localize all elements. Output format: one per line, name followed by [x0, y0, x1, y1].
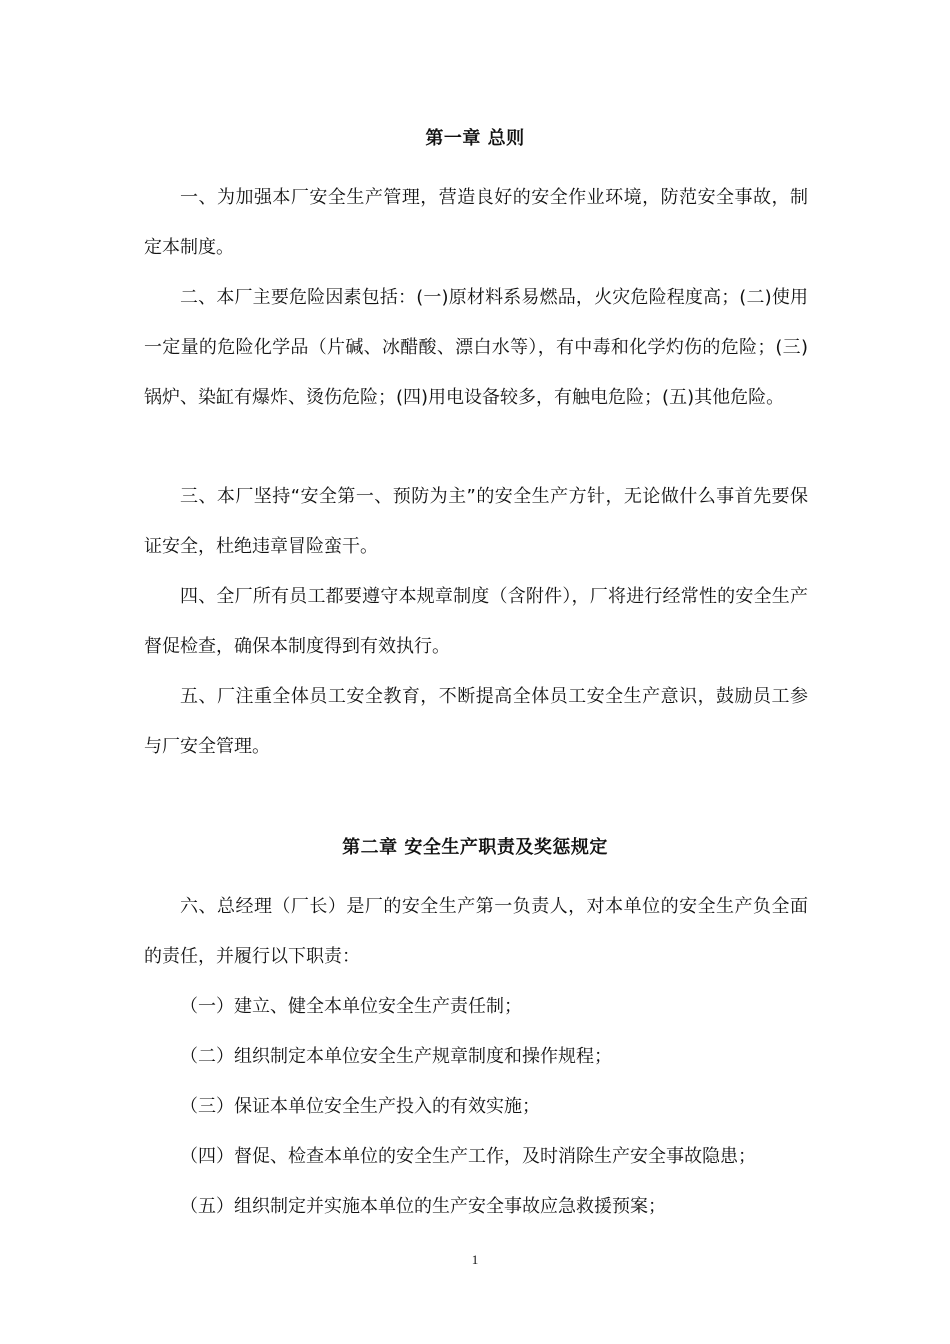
paragraph-5: 五、厂注重全体员工安全教育，不断提高全体员工安全生产意识，鼓励员工参与厂安全管理。: [144, 686, 808, 757]
duty-item-3: （三）保证本单位安全生产投入的有效实施；: [180, 1096, 540, 1117]
paragraph-1: 一、为加强本厂安全生产管理，营造良好的安全作业环境，防范安全事故，制定本制度。: [144, 187, 808, 258]
duty-item-5: （五）组织制定并实施本单位的生产安全事故应急救援预案；: [180, 1196, 666, 1217]
page-number: 1: [471, 1252, 479, 1267]
duty-item-4: （四）督促、检查本单位的安全生产工作，及时消除生产安全事故隐患；: [180, 1146, 756, 1167]
paragraph-6: 六、总经理（厂长）是厂的安全生产第一负责人，对本单位的安全生产负全面的责任，并履行以下职责：: [144, 896, 808, 967]
duty-item-1: （一）建立、健全本单位安全生产责任制；: [180, 996, 522, 1017]
paragraph-4: 四、全厂所有员工都要遵守本规章制度（含附件），厂将进行经常性的安全生产督促检查，确保本制度得到有效执行。: [144, 586, 808, 657]
chapter-2-title: 第二章 安全生产职责及奖惩规定: [342, 837, 608, 858]
paragraph-2: 二、本厂主要危险因素包括：(一)原材料系易燃品，火灾危险程度高；(二)使用一定量的危险化学品（片碱、冰醋酸、漂白水等），有中毒和化学灼伤的危险；(三)锅炉、染缸有爆炸、烫伤危险；(四)用电设备较多，有触电危险；(五)其他危险。: [144, 287, 808, 408]
duty-item-2: （二）组织制定本单位安全生产规章制度和操作规程；: [180, 1046, 612, 1067]
paragraph-3: 三、本厂坚持“安全第一、预防为主”的安全生产方针，无论做什么事首先要保证安全，杜绝违章冒险蛮干。: [144, 486, 808, 557]
chapter-1-title: 第一章 总则: [425, 128, 525, 149]
